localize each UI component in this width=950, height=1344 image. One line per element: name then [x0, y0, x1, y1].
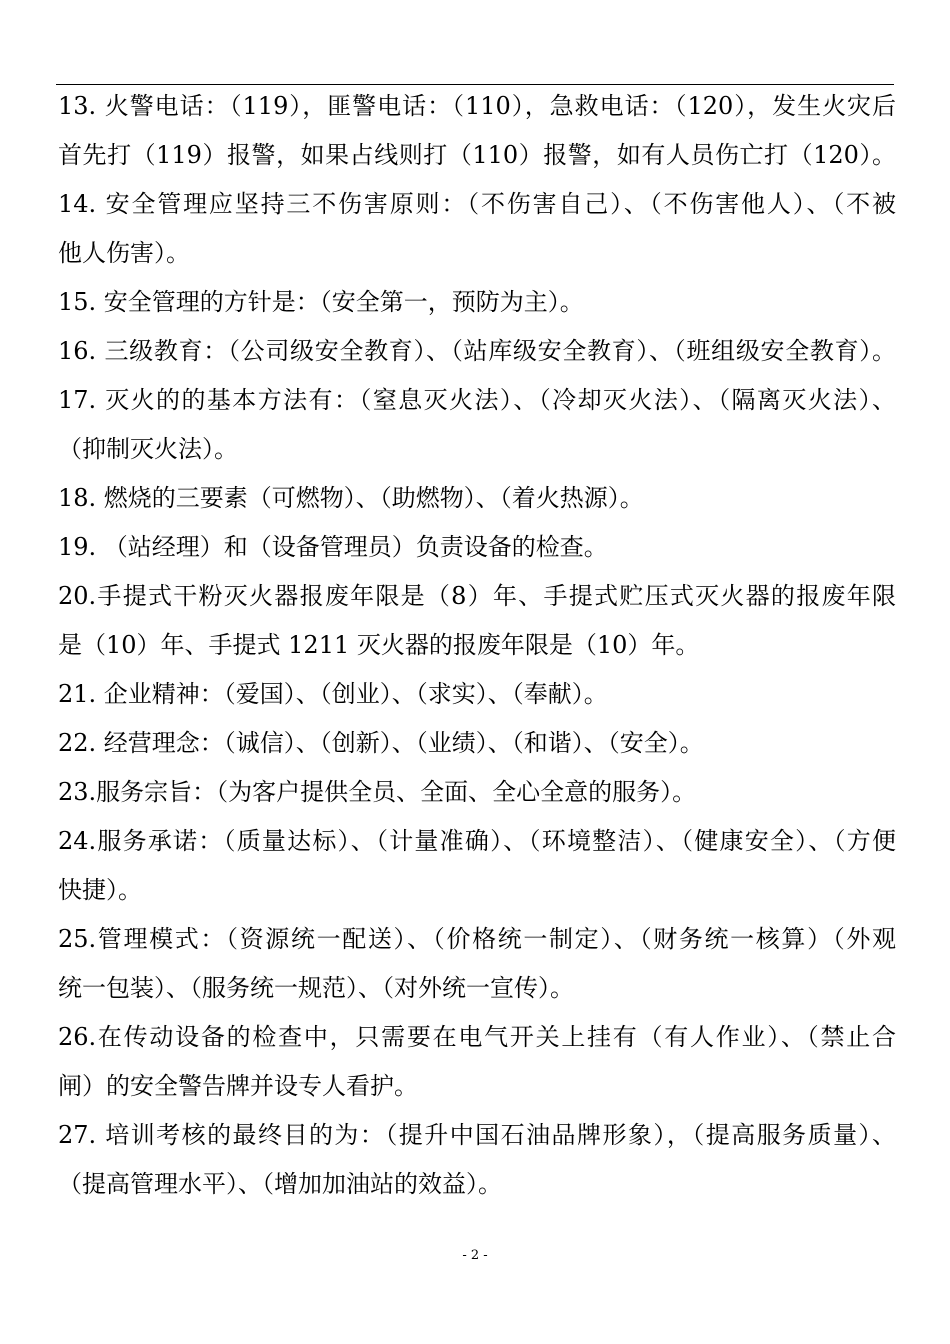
text-line: 23.服务宗旨：（为客户提供全员、全面、全心全意的服务）。: [58, 778, 697, 806]
text-line: 25.管理模式：（资源统一配送）、（价格统一制定）、（财务统一核算）（外观: [58, 925, 896, 953]
text-line: 统一包装）、（服务统一规范）、（对外统一宣传）。: [58, 974, 574, 1002]
text-line: （提高管理水平）、（增加加油站的效益）。: [58, 1170, 502, 1198]
text-line: 快捷）。: [58, 876, 142, 904]
text-line: 18. 燃烧的三要素（可燃物）、（助燃物）、（着火热源）。: [58, 484, 644, 512]
text-line: 是（10）年、手提式 1211 灭火器的报废年限是（10）年。: [58, 631, 700, 659]
text-line: 13. 火警电话：（119），匪警电话：（110），急救电话：（120），发生火灾后: [58, 92, 896, 120]
text-line: 24.服务承诺：（质量达标）、（计量准确）、（环境整洁）、（健康安全）、（方便: [58, 827, 896, 855]
text-line: 闸）的安全警告牌并设专人看护。: [58, 1072, 418, 1100]
text-line: 27. 培训考核的最终目的为：（提升中国石油品牌形象），（提高服务质量）、: [58, 1121, 896, 1149]
text-line: 26.在传动设备的检查中，只需要在电气开关上挂有（有人作业）、（禁止合: [58, 1023, 896, 1051]
text-line: 21. 企业精神：（爱国）、（创业）、（求实）、（奉献）。: [58, 680, 608, 708]
document-body: [58, 82, 896, 1209]
text-line: （抑制灭火法）。: [58, 435, 238, 463]
text-line: 17. 灭火的的基本方法有：（窒息灭火法）、（冷却灭火法）、（隔离灭火法）、: [58, 386, 896, 414]
text-line: 他人伤害）。: [58, 239, 190, 267]
text-line: 22. 经营理念：（诚信）、（创新）、（业绩）、（和谐）、（安全）。: [58, 729, 704, 757]
page-number: - 2 -: [462, 1248, 488, 1263]
text-line: 14. 安全管理应坚持三不伤害原则：（不伤害自己）、（不伤害他人）、（不被: [58, 190, 896, 218]
text-line: 首先打（119）报警，如果占线则打（110）报警，如有人员伤亡打（120）。: [58, 141, 896, 169]
text-line: 20.手提式干粉灭火器报废年限是（8）年、手提式贮压式灭火器的报废年限: [58, 582, 896, 610]
text-line: 15. 安全管理的方针是：（安全第一，预防为主）。: [58, 288, 584, 316]
text-line: 19. （站经理）和（设备管理员）负责设备的检查。: [58, 533, 608, 561]
text-line: 16. 三级教育：（公司级安全教育）、（站库级安全教育）、（班组级安全教育）。: [58, 337, 896, 365]
